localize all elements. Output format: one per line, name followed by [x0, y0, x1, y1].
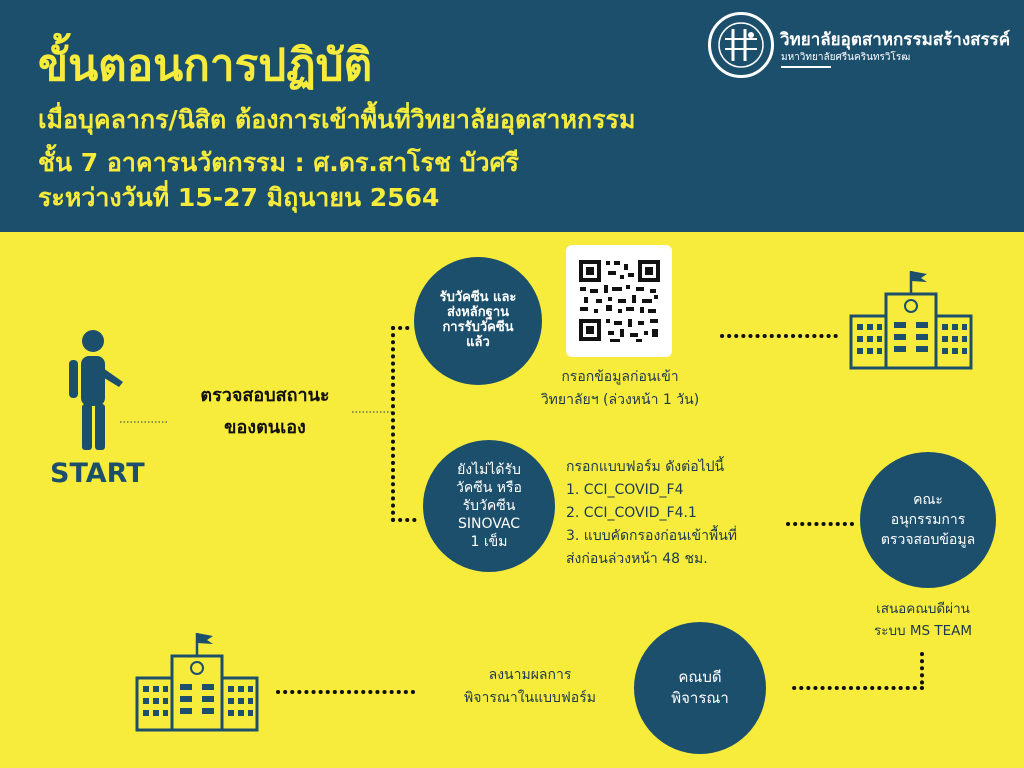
person-icon — [66, 328, 136, 453]
qr-instruction: กรอกข้อมูลก่อนเข้า วิทยาลัยฯ (ล่วงหน้า 1 วัน) — [540, 369, 700, 409]
university-subname: มหาวิทยาลัยศรีนครินทรวิโรฒ — [781, 52, 911, 63]
dean-circle: คณบดี พิจารณา — [634, 622, 766, 754]
building-icon — [134, 630, 260, 734]
not-vaccinated-circle: ยังไม่ได้รับ วัคซีน หรือ รับวัคซีน SINOVAC 1 เข็ม — [423, 440, 555, 572]
form-item: 3. แบบคัดกรองก่อนเข้าพื้นที่ — [566, 528, 738, 545]
qr-code-icon[interactable] — [566, 245, 672, 357]
form-item: ส่งก่อนล่วงหน้า 48 ชม. — [566, 551, 708, 568]
university-name: วิทยาลัยอุตสาหกรรมสร้างสรรค์ — [780, 30, 1011, 50]
ms-team-note: เสนอคณบดีผ่าน ระบบ MS TEAM — [873, 601, 973, 640]
subtitle-dates: ระหว่างวันที่ 15-27 มิถุนายน 2564 — [38, 183, 440, 212]
vaccinated-circle: รับวัคซีน และ ส่งหลักฐาน การรับวัคซีน แล้ว — [414, 257, 542, 385]
form-instructions — [566, 456, 737, 571]
subtitle-location: ชั้น 7 อาคารนวัตกรรม : ศ.ดร.สาโรช บัวศรี — [38, 148, 519, 177]
subtitle-purpose: เมื่อบุคลากร/นิสิต ต้องการเข้าพื้นที่วิทยาลัยอุตสาหกรรม — [38, 105, 636, 134]
building-icon — [848, 268, 974, 372]
page-title: ขั้นตอนการปฏิบัติ — [38, 40, 373, 91]
form-item: 1. CCI_COVID_F4 — [566, 482, 684, 499]
form-title: กรอกแบบฟอร์ม ดังต่อไปนี้ — [566, 459, 725, 475]
form-item: 2. CCI_COVID_F4.1 — [566, 505, 697, 522]
start-label: START — [50, 458, 145, 489]
check-status-text: ตรวจสอบสถานะ ของตนเอง — [200, 385, 330, 439]
committee-circle: คณะ อนุกรรมการ ตรวจสอบข้อมูล — [860, 452, 996, 588]
sign-result-note: ลงนามผลการ พิจารณาในแบบฟอร์ม — [464, 667, 596, 707]
